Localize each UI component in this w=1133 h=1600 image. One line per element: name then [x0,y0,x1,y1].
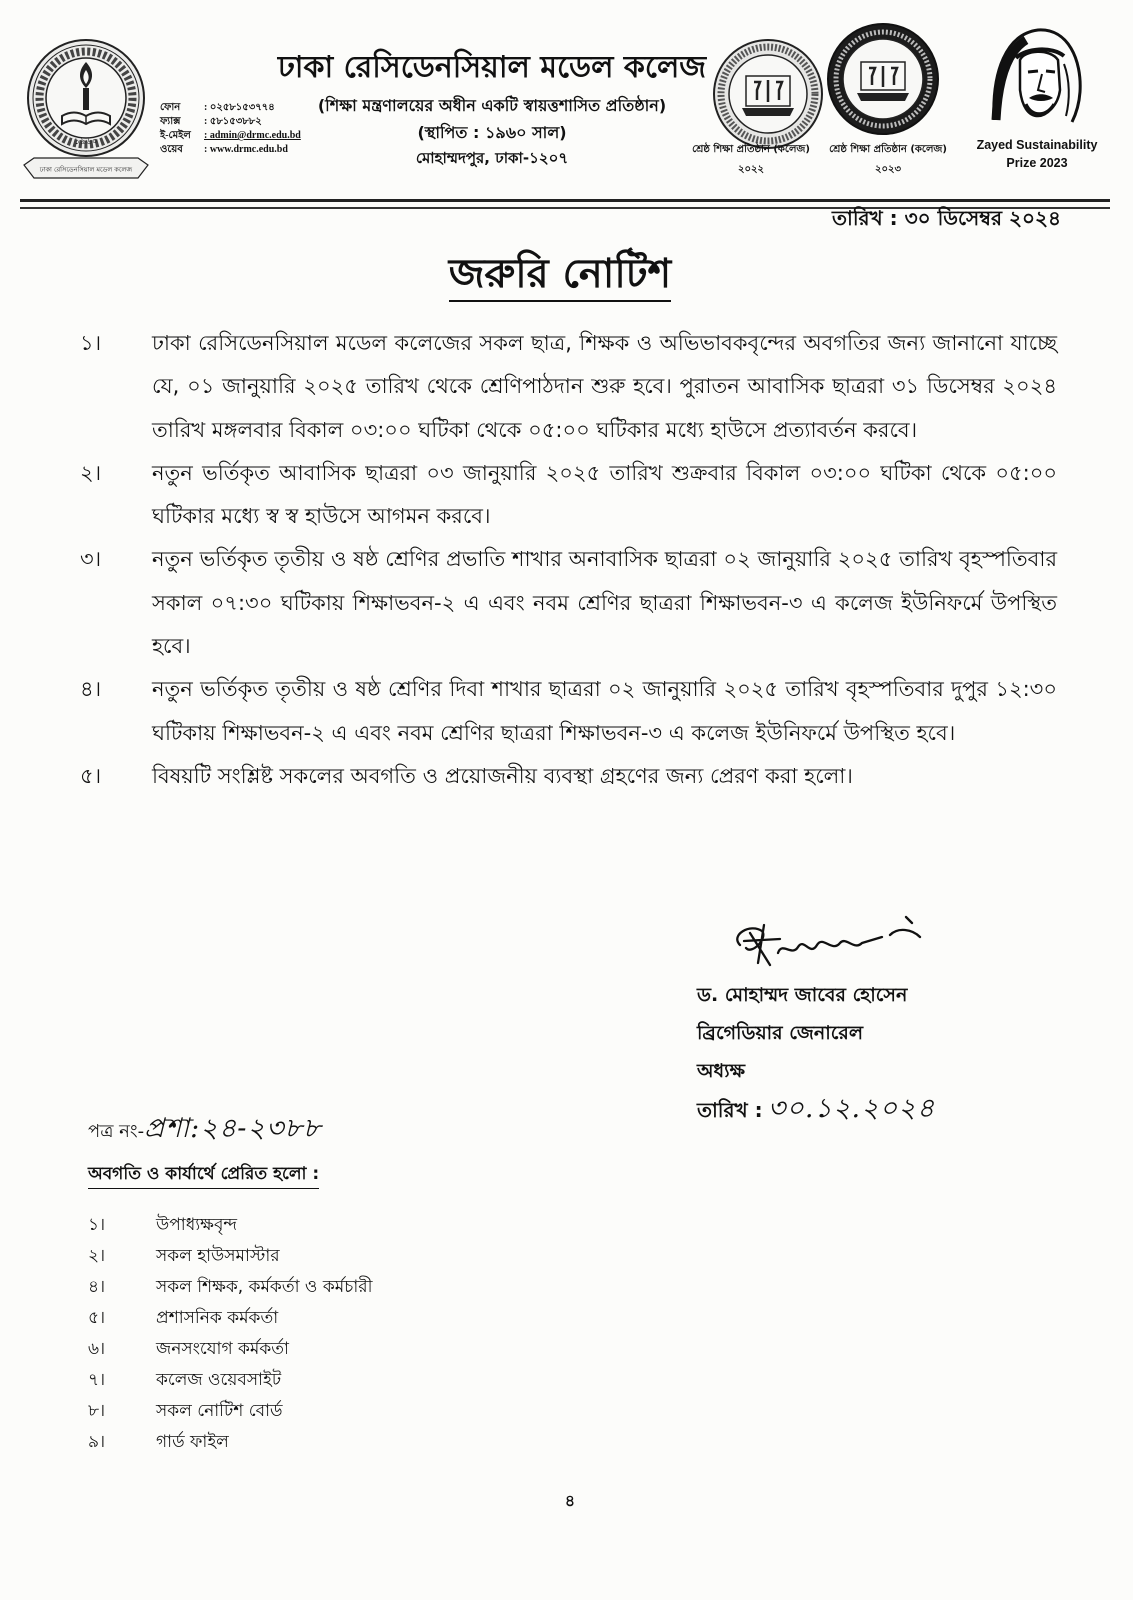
list-item-number: ১। [88,1215,106,1235]
distribution-heading: অবগতি ও কার্যার্থে প্রেরিত হলো : [88,1160,319,1189]
list-item [88,1396,508,1427]
title-wrapper [0,250,1120,302]
list-item [88,1334,508,1365]
item-text: নতুন ভর্তিকৃত তৃতীয় ও ষষ্ঠ শ্রেণির দিবা শাখার ছাত্ররা ০২ জানুয়ারি ২০২৫ তারিখ বৃহস্পতিবার দুপুর ১২:৩০ ঘটিকায় শিক্ষাভবন-২ এ এবং নবম শ্রেণির ছাত্ররা শিক্ষাভবন-৩ এ কলেজ ইউনিফর্মে উপস্থিত হবে। [152,677,1057,745]
college-logo [22,36,150,186]
contact-label: ফোন [160,102,181,113]
prize-caption [962,136,1112,172]
list-item-number: ৫। [88,1308,106,1328]
list-item-text: গার্ড ফাইল [156,1432,229,1452]
handwritten-signature [722,905,942,977]
list-item-text: উপাধ্যক্ষবৃন্দ [156,1215,238,1235]
item-text: ঢাকা রেসিডেনসিয়াল মডেল কলেজের সকল ছাত্র, শিক্ষক ও অভিভাবকবৃন্দের অবগতির জন্য জানানো যাচ্ছে যে, ০১ জানুয়ারি ২০২৫ তারিখ থেকে শ্রেণিপাঠদান শুরু হবে। পুরাতন আবাসিক ছাত্ররা ৩১ ডিসেম্বর ২০২৪ তারিখ মঙ্গলবার বিকাল ০৩:০০ ঘটিকা থেকে ০৫:০০ ঘটিকার মধ্যে হাউসে প্রত্যাবর্তন করবে। [152,331,1057,442]
signatory-block [697,976,907,1090]
contact-label: ফ্যাক্স [160,116,181,127]
signatory-rank: ব্রিগেডিয়ার জেনারেল [697,1022,864,1044]
item-number: ৫। [80,763,102,788]
notice-item [80,322,1065,452]
award-seal-icon [712,38,824,150]
signatory-designation: অধ্যক্ষ [697,1060,746,1082]
list-item [88,1272,508,1303]
list-item-text: জনসংযোগ কর্মকর্তা [156,1339,289,1359]
logo-year: ১৯৬০ [74,137,98,147]
award-seal-icon [826,22,940,136]
contact-value: : ৫৮১৫৩৮৮২ [204,116,262,127]
list-item [88,1365,508,1396]
reference-number [88,1108,322,1153]
list-item-number: ৪। [88,1277,106,1297]
established-year: (স্থাপিত : ১৯৬০ সাল) [417,123,567,142]
item-number: ১। [80,331,102,355]
list-item-number: ৭। [88,1370,106,1390]
award-year: ২০২৩ [874,164,901,175]
award-caption: শ্রেষ্ঠ শিক্ষা প্রতিষ্ঠান (কলেজ) [692,144,810,155]
list-item-text: সকল নোটিশ বোর্ড [156,1401,283,1421]
signature-date-handwritten: ৩০.১২.২০২৪ [767,1093,936,1124]
list-item [88,1303,508,1334]
item-text: বিষয়টি সংশ্লিষ্ট সকলের অবগতি ও প্রয়োজনীয় ব্যবস্থা গ্রহণের জন্য প্রেরণ করা হলো। [152,763,853,788]
award-year: ২০২২ [737,164,764,175]
award-caption-2023 [818,140,958,180]
contact-label: ই-মেইল [160,130,191,141]
reference-handwritten: প্রশা:২৪-২৩৮৮ [144,1113,322,1144]
signatory-name: ড. মোহাম্মদ জাবের হোসেন [697,984,908,1006]
list-item-number: ৬। [88,1339,106,1359]
contact-value: : www.drmc.edu.bd [204,144,288,155]
list-item-number: ৯। [88,1432,106,1452]
prize-line-2: Prize 2023 [1006,156,1068,170]
award-caption: শ্রেষ্ঠ শিক্ষা প্রতিষ্ঠান (কলেজ) [829,144,947,155]
notice-item [80,538,1065,668]
contact-value: : ০২৫৮১৫৩৭৭৪ [204,102,275,113]
letterhead [262,48,722,170]
notice-title: জরুরি নোটিশ [449,250,671,302]
notice-items [80,322,1065,798]
contact-label: ওয়েব [160,144,183,155]
item-number: ৪। [80,677,102,702]
signature-date [697,1088,935,1133]
portrait-sketch-icon [980,20,1090,132]
award-caption-2022 [676,140,826,180]
item-number: ৩। [80,547,102,572]
list-item-text: সকল হাউসমাস্টার [156,1246,280,1266]
list-item-text: কলেজ ওয়েবসাইট [156,1370,282,1390]
list-item [88,1427,508,1458]
college-subtitle: (শিক্ষা মন্ত্রণালয়ের অধীন একটি স্বায়ত্তশাসিত প্রতিষ্ঠান) [317,96,667,115]
signature-date-label: তারিখ : [697,1098,763,1122]
page-number: ৪ [564,1491,576,1510]
item-text: নতুন ভর্তিকৃত তৃতীয় ও ষষ্ঠ শ্রেণির প্রভাতি শাখার অনাবাসিক ছাত্ররা ০২ জানুয়ারি ২০২৫ তারিখ বৃহস্পতিবার সকাল ০৭:৩০ ঘটিকায় শিক্ষাভবন-২ এ এবং নবম শ্রেণির ছাত্ররা শিক্ষাভবন-৩ এ কলেজ ইউনিফর্মে উপস্থিত হবে। [152,547,1057,659]
list-item-number: ৮। [88,1401,106,1421]
header-divider [20,199,1110,202]
prize-line-1: Zayed Sustainability [976,138,1098,152]
notice-item [80,668,1065,755]
distribution-list [88,1210,508,1458]
list-item-number: ২। [88,1246,106,1266]
item-number: ২। [80,460,102,485]
notice-item [80,452,1065,539]
list-item [88,1210,508,1241]
item-text: নতুন ভর্তিকৃত আবাসিক ছাত্ররা ০৩ জানুয়ারি ২০২৫ তারিখ শুক্রবার বিকাল ০৩:০০ ঘটিকা থেকে ০৫:০০ ঘটিকার মধ্যে স্ব স্ব হাউসে আগমন করবে। [152,460,1057,529]
reference-label: পত্র নং- [88,1121,145,1142]
notice-item [80,755,1065,798]
list-item-text: সকল শিক্ষক, কর্মকর্তা ও কর্মচারী [156,1277,373,1297]
logo-banner-text: ঢাকা রেসিডেনসিয়াল মডেল কলেজ [39,165,133,174]
list-item [88,1241,508,1272]
notice-date: তারিখ : ৩০ ডিসেম্বর ২০২৪ [832,206,1061,230]
college-name: ঢাকা রেসিডেনসিয়াল মডেল কলেজ [277,50,707,85]
list-item-text: প্রশাসনিক কর্মকর্তা [156,1308,279,1328]
college-address: মোহাম্মদপুর, ঢাকা-১২০৭ [415,149,569,167]
contact-value: : admin@drmc.edu.bd [204,130,301,141]
